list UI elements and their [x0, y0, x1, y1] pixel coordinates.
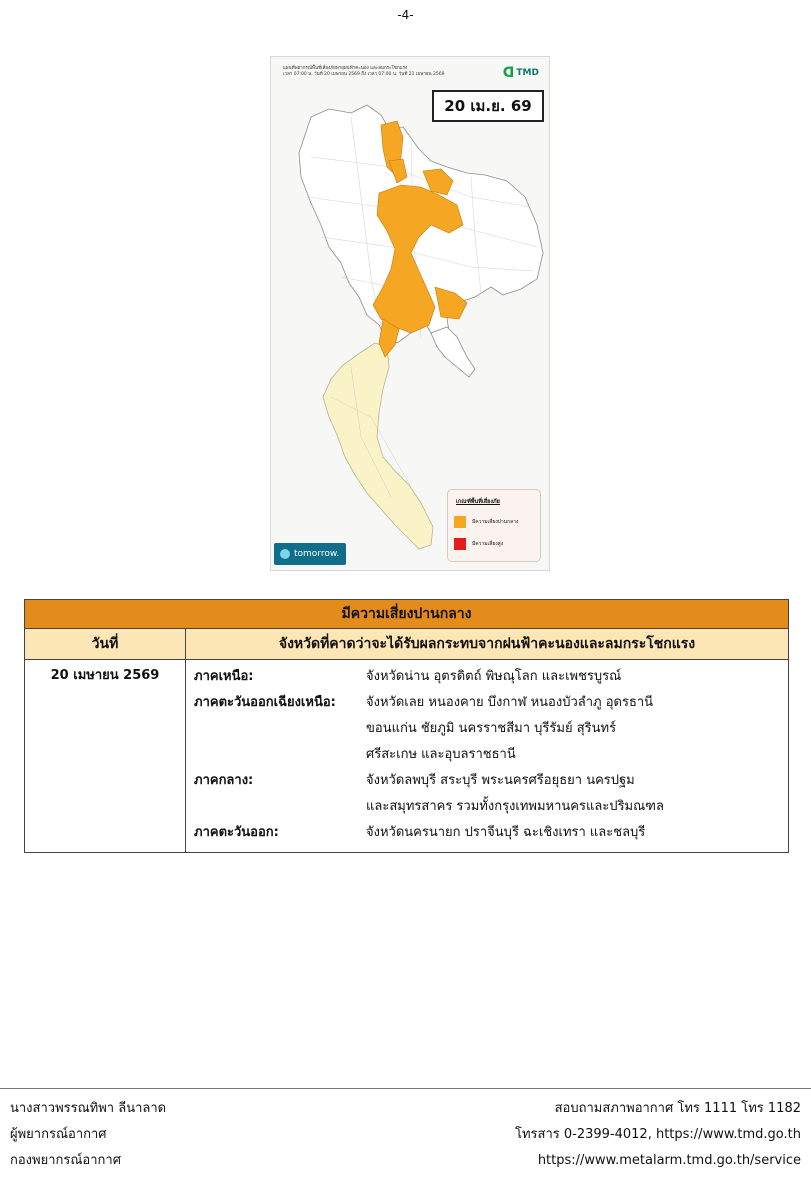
region-list	[186, 660, 789, 853]
region-provinces: และสมุทรสาคร รวมทั้งกรุงเทพมหานครและปริมณฑล	[366, 799, 664, 814]
map-legend	[447, 489, 541, 562]
page-number: -4-	[397, 8, 414, 22]
risk-map	[270, 56, 550, 571]
region-provinces: ศรีสะเกษ และอุบลราชธานี	[366, 747, 516, 762]
forecaster-title: ผู้พยากรณ์อากาศ	[10, 1127, 107, 1142]
tomorrow-brand-text: tomorrow.	[294, 549, 340, 559]
region-name: ภาคตะวันออก:	[194, 825, 279, 840]
region-provinces: จังหวัดลพบุรี สระบุรี พระนครศรีอยุธยา นครปฐม	[366, 773, 635, 788]
tmd-logo	[503, 65, 539, 81]
table-row	[25, 660, 789, 853]
region-provinces: ขอนแก่น ชัยภูมิ นครราชสีมา บุรีรัมย์ สุรินทร์	[366, 721, 617, 736]
risk-table-title: มีความเสี่ยงปานกลาง	[25, 600, 789, 629]
forecast-date: 20 เมษายน 2569	[25, 660, 186, 853]
legend-label-high: มีความเสี่ยงสูง	[472, 541, 504, 547]
tomorrow-brand-badge	[274, 543, 346, 565]
header-date: วันที่	[25, 629, 186, 660]
map-landmass-south	[323, 343, 433, 549]
region-northeast	[194, 690, 788, 768]
legend-item-high	[454, 538, 503, 550]
region-provinces: จังหวัดน่าน อุตรดิตถ์ พิษณุโลก และเพชรบูรณ์	[366, 669, 622, 684]
region-east	[194, 820, 788, 846]
forecaster-division: กองพยากรณ์อากาศ	[10, 1153, 121, 1168]
header-provinces: จังหวัดที่คาดว่าจะได้รับผลกระทบจากฝนฟ้าคะนองและลมกระโชกแรง	[186, 629, 789, 660]
map-caption-line1: แผนที่พยากรณ์พื้นที่เสี่ยงภัยพายุฝนฟ้าคะนอง และลมกระโชกแรง	[283, 66, 408, 71]
tomorrow-logo-icon	[280, 549, 290, 559]
forecaster-name: นางสาวพรรณทิพา ลีนาลาด	[10, 1101, 167, 1116]
contact-service-link[interactable]: https://www.metalarm.tmd.go.th/service	[537, 1153, 801, 1168]
map-landmass-east	[431, 327, 475, 377]
region-provinces: จังหวัดเลย หนองคาย บึงกาฬ หนองบัวลำภู อุดรธานี	[366, 695, 654, 710]
region-name: ภาคตะวันออกเฉียงเหนือ:	[194, 695, 336, 710]
tmd-logo-icon: ᗡ	[502, 65, 515, 81]
region-provinces: จังหวัดนครนายก ปราจีนบุรี ฉะเชิงเทรา และชลบุรี	[366, 825, 646, 840]
tmd-logo-text: TMD	[516, 68, 539, 78]
legend-swatch-moderate	[454, 516, 466, 528]
footer-contact	[515, 1096, 801, 1174]
legend-label-moderate: มีความเสี่ยงปานกลาง	[472, 519, 519, 525]
contact-phone: สอบถามสภาพอากาศ โทร 1111 โทร 1182	[554, 1101, 801, 1116]
legend-swatch-high	[454, 538, 466, 550]
contact-fax[interactable]: โทรสาร 0-2399-4012, https://www.tmd.go.th	[515, 1127, 801, 1142]
legend-item-moderate	[454, 516, 518, 528]
risk-table	[24, 599, 789, 853]
map-caption-line2: เวลา 07:00 น. วันที่ 20 เมษายน 2569 ถึง เวลา 07:00 น. วันที่ 21 เมษายน 2569	[283, 72, 445, 77]
region-name: ภาคกลาง:	[194, 773, 254, 788]
region-north	[194, 664, 788, 690]
region-name: ภาคเหนือ:	[194, 669, 254, 684]
footer-signature	[10, 1096, 166, 1174]
map-date-label: 20 เม.ย. 69	[432, 90, 544, 122]
region-central	[194, 768, 788, 820]
legend-title: เกณฑ์พื้นที่เสี่ยงภัย	[456, 499, 500, 505]
footer-divider	[0, 1088, 811, 1089]
map-caption	[283, 66, 513, 78]
